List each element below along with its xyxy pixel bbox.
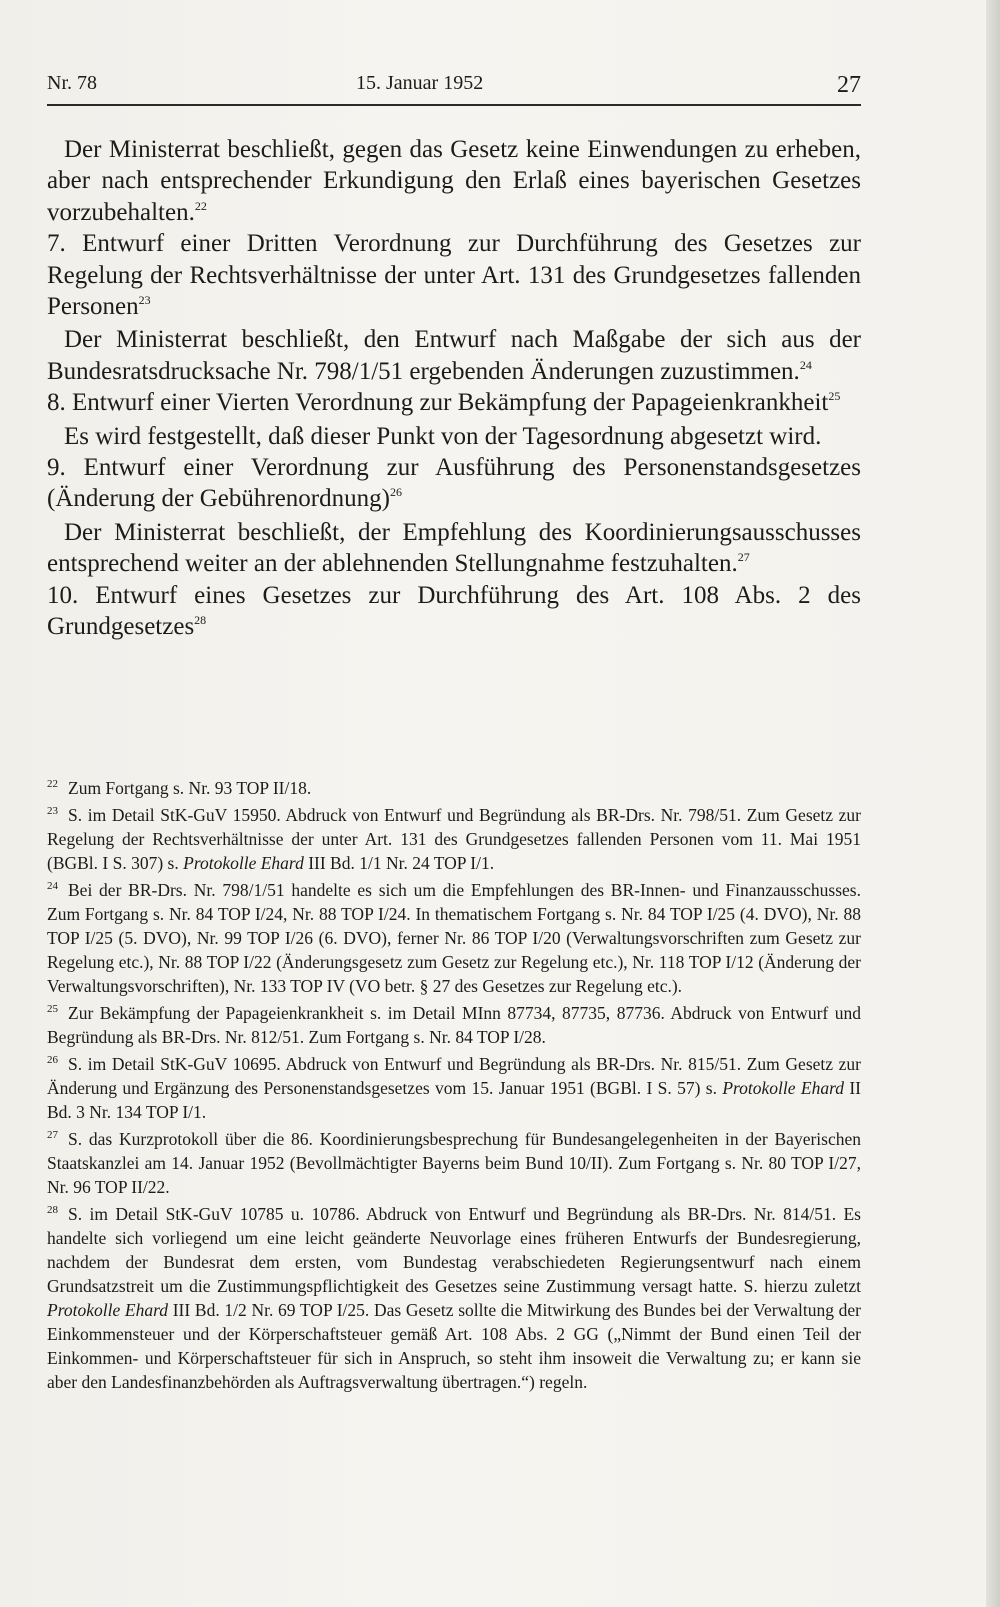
document-number: Nr. 78 xyxy=(47,72,97,94)
page-header xyxy=(47,72,861,100)
page-edge xyxy=(986,0,1000,1607)
footnote-ref[interactable]: 22 xyxy=(194,198,207,213)
paragraph-decision-4: Der Ministerrat beschließt, der Empfehlung des Koordinierungsausschusses entsprechend weiter an der ablehnenden Stellungnahme festzuhalten.$^{27}$ xyxy=(47,518,861,578)
footnote-25: $^{25}$ Zur Bekämpfung der Papageienkrankheit s. im Detail MInn 87734, 87735, 87736. Abdruck von Entwurf und Begründung als BR-Drs. Nr. 812/51. Zum Fortgang s. Nr. 84 TOP I/28. xyxy=(47,1003,861,1047)
footnote-28: $^{28}$ S. im Detail StK-GuV 10785 u. 10786. Abdruck von Entwurf und Begründung als BR-Drs. Nr. 814/51. Es handelte sich vorliegend um eine leicht geänderte Neuvorlage eines früheren Entwurfs der Bundesregierung, nachdem der Bundesrat dem ersten, vom Bundestag verabschiedeten Regierungsentwurf nach einem Grundsatzstreit um die Zustimmungspflichtigkeit des Gesetzes seine Zustimmung versagt hatte. S. hierzu zuletzt Protokolle Ehard III Bd. 1/2 Nr. 69 TOP I/25. Das Gesetz sollte die Mitwirkung des Bundes bei der Verwaltung der Einkommensteuer und der Körperschaftsteuer gemäß Art. 108 Abs. 2 GG („Nimmt der Bund einen Teil der Einkommen- und Körperschaftsteuer für sich in Anspruch, so steht ihm insoweit die Verwaltung zu; er kann sie aber den Landesfinanzbehörden als Auftragsverwaltung übertragen.“) regeln. xyxy=(47,1204,861,1392)
header-rule xyxy=(47,104,861,106)
main-text xyxy=(47,134,861,643)
footnote-number: 22 xyxy=(47,778,58,790)
footnote-24: $^{24}$ Bei der BR-Drs. Nr. 798/1/51 handelte es sich um die Empfehlungen des BR-Innen- und Finanzausschusses. Zum Fortgang s. Nr. 84 TOP I/24, Nr. 88 TOP I/24. In thematischem Fortgang s. Nr. 84 TOP I/25 (4. DVO), Nr. 88 TOP I/25 (5. DVO), Nr. 99 TOP I/26 (6. DVO), ferner Nr. 86 TOP I/20 (Verwaltungsvorschriften zum Gesetz zur Regelung etc.), Nr. 88 TOP I/22 (Änderungsgesetz zum Gesetz zur Regelung etc.), Nr. 118 TOP I/12 (Änderung der Verwaltungsvorschriften), Nr. 133 TOP IV (VO betr. § 27 des Gesetzes zur Regelung etc.). xyxy=(47,880,861,996)
footnote-ref[interactable]: 26 xyxy=(389,485,402,500)
footnote-number: 24 xyxy=(47,880,58,892)
footnote-26: $^{26}$ S. im Detail StK-GuV 10695. Abdruck von Entwurf und Begründung als BR-Drs. Nr. 815/51. Zum Gesetz zur Änderung und Ergänzung des Personenstandsgesetzes vom 15. Januar 1951 (BGBl. I S. 57) s. Protokolle Ehard II Bd. 3 Nr. 134 TOP I/1. xyxy=(47,1054,861,1122)
header-date: 15. Januar 1952 xyxy=(356,72,484,94)
citation-title: Protokolle Ehard xyxy=(47,1300,169,1320)
agenda-item-10: 10. Entwurf eines Gesetzes zur Durchführung des Art. 108 Abs. 2 des Grundgesetzes$^{28}$ xyxy=(47,581,861,641)
footnote-number: 27 xyxy=(47,1129,58,1141)
footnotes xyxy=(47,776,861,1394)
paragraph-decision-3: Es wird festgestellt, daß dieser Punkt von der Tagesordnung abgesetzt wird. xyxy=(64,422,822,450)
paragraph-decision-1: Der Ministerrat beschließt, gegen das Gesetz keine Einwendungen zu erheben, aber nach entsprechender Erkundigung den Erlaß eines bayerischen Gesetzes vorzubehalten.$^{22}$ xyxy=(47,136,861,226)
footnote-number: 28 xyxy=(47,1204,58,1216)
citation-title: Protokolle Ehard xyxy=(183,853,304,873)
page-number: 27 xyxy=(837,72,861,98)
footnote-23: $^{23}$ S. im Detail StK-GuV 15950. Abdruck von Entwurf und Begründung als BR-Drs. Nr. 798/51. Zum Gesetz zur Regelung der Rechtsverhältnisse der unter Art. 131 des Grundgesetzes fallenden Personen vom 11. Mai 1951 (BGBl. I S. 307) s. Protokolle Ehard III Bd. 1/1 Nr. 24 TOP I/1. xyxy=(47,805,861,873)
footnote-22: $^{22}$ Zum Fortgang s. Nr. 93 TOP II/18. xyxy=(47,778,312,798)
footnote-ref[interactable]: 23 xyxy=(138,293,151,308)
footnote-number: 26 xyxy=(47,1054,58,1066)
agenda-item-9: 9. Entwurf einer Verordnung zur Ausführung des Personenstandsgesetzes (Änderung der Gebührenordnung)$^{26}$ xyxy=(47,454,861,513)
footnote-ref[interactable]: 25 xyxy=(828,389,841,404)
citation-title: Protokolle Ehard xyxy=(722,1078,844,1098)
footnote-number: 25 xyxy=(47,1003,58,1015)
footnote-number: 23 xyxy=(47,805,58,817)
footnote-ref[interactable]: 24 xyxy=(799,357,812,372)
agenda-item-8: 8. Entwurf einer Vierten Verordnung zur Bekämpfung der Papageienkrankheit$^{25}$ xyxy=(47,389,841,417)
agenda-item-7: 7. Entwurf einer Dritten Verordnung zur Durchführung des Gesetzes zur Regelung der Rechtsverhältnisse der unter Art. 131 des Grundgesetzes fallenden Personen$^{23}$ xyxy=(47,230,861,321)
footnote-ref[interactable]: 28 xyxy=(194,613,207,628)
paragraph-decision-2: Der Ministerrat beschließt, den Entwurf nach Maßgabe der sich aus der Bundesratsdrucksache Nr. 798/1/51 ergebenden Änderungen zuzustimmen.$^{24}$ xyxy=(47,326,861,385)
footnote-27: $^{27}$ S. das Kurzprotokoll über die 86. Koordinierungsbesprechung für Bundesangelegenheiten in der Bayerischen Staatskanzlei am 14. Januar 1952 (Bevollmächtigter Bayerns beim Bund 10/II). Zum Fortgang s. Nr. 80 TOP I/27, Nr. 96 TOP II/22. xyxy=(47,1129,861,1197)
footnote-ref[interactable]: 27 xyxy=(737,550,750,565)
